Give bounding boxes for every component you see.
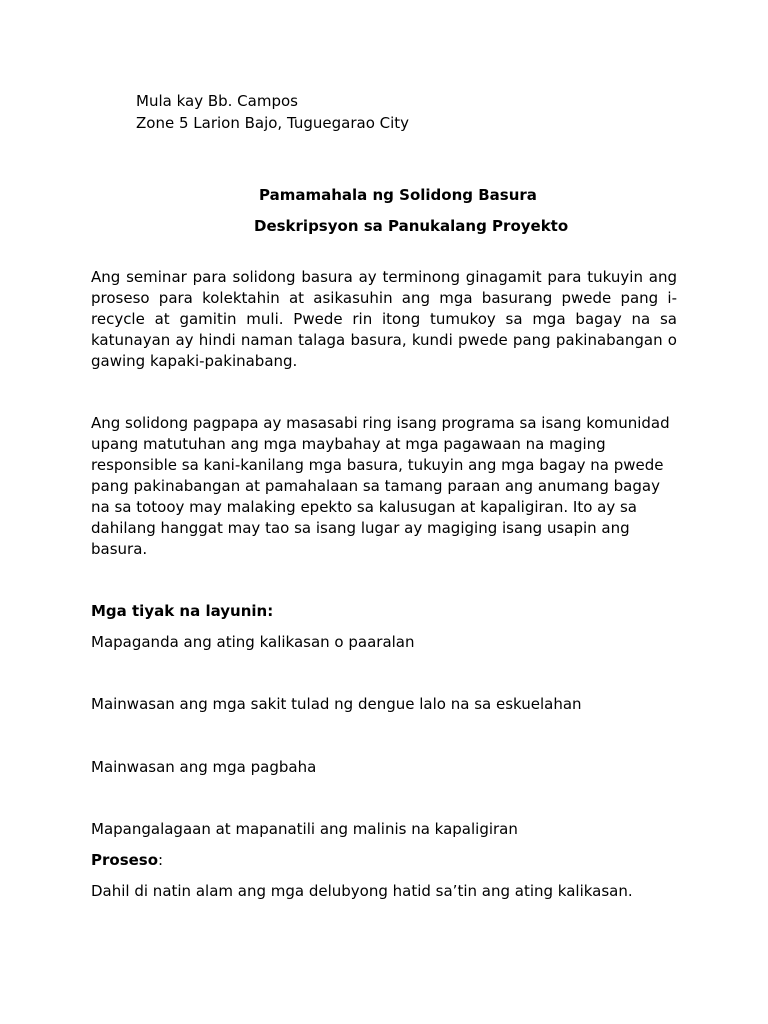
process-heading: Proseso [91, 851, 159, 869]
objectives-heading: Mga tiyak na layunin: [91, 602, 274, 620]
sender-name: Mula kay Bb. Campos [136, 92, 298, 110]
paragraph-description: Ang seminar para solidong basura ay terminong ginagamit para tukuyin ang proseso para kolektahin at asikasuhin ang mga basurang pwede pang i-recycle at gamitin muli. Pwede rin itong tumukoy sa mga bagay na sa katunayan ay hindi naman talaga basura, kundi pwede pang pakinabangan o gawing kapaki-pakinabang. [91, 268, 677, 370]
objective-item: Mapaganda ang ating kalikasan o paaralan [91, 633, 415, 651]
paragraph-program: Ang solidong pagpapa ay masasabi ring isang programa sa isang komunidad upang matutuhan ang mga maybahay at mga pagawaan na maging responsible sa kani-kanilang mga basura, tukuyin ang mga bagay na pwede pang pakinabangan at pamahalaan sa tamang paraan ang anumang bagay na sa totooy may malaking epekto sa kalusugan at kapaligiran. Ito ay sa dahilang hanggat may tao sa isang lugar ay magiging isang usapin ang basura. [91, 414, 670, 558]
document-subtitle: Deskripsyon sa Panukalang Proyekto [254, 217, 569, 235]
document-title: Pamamahala ng Solidong Basura [259, 186, 537, 204]
process-heading-line [91, 850, 163, 871]
process-colon: : [158, 851, 164, 869]
sender-address: Zone 5 Larion Bajo, Tuguegarao City [136, 114, 410, 132]
objective-item: Mainwasan ang mga pagbaha [91, 758, 317, 776]
objective-item: Mapangalagaan at mapanatili ang malinis na kapaligiran [91, 820, 518, 838]
process-text: Dahil di natin alam ang mga delubyong hatid sa’tin ang ating kalikasan. [91, 882, 633, 900]
objective-item: Mainwasan ang mga sakit tulad ng dengue lalo na sa eskuelahan [91, 695, 582, 713]
